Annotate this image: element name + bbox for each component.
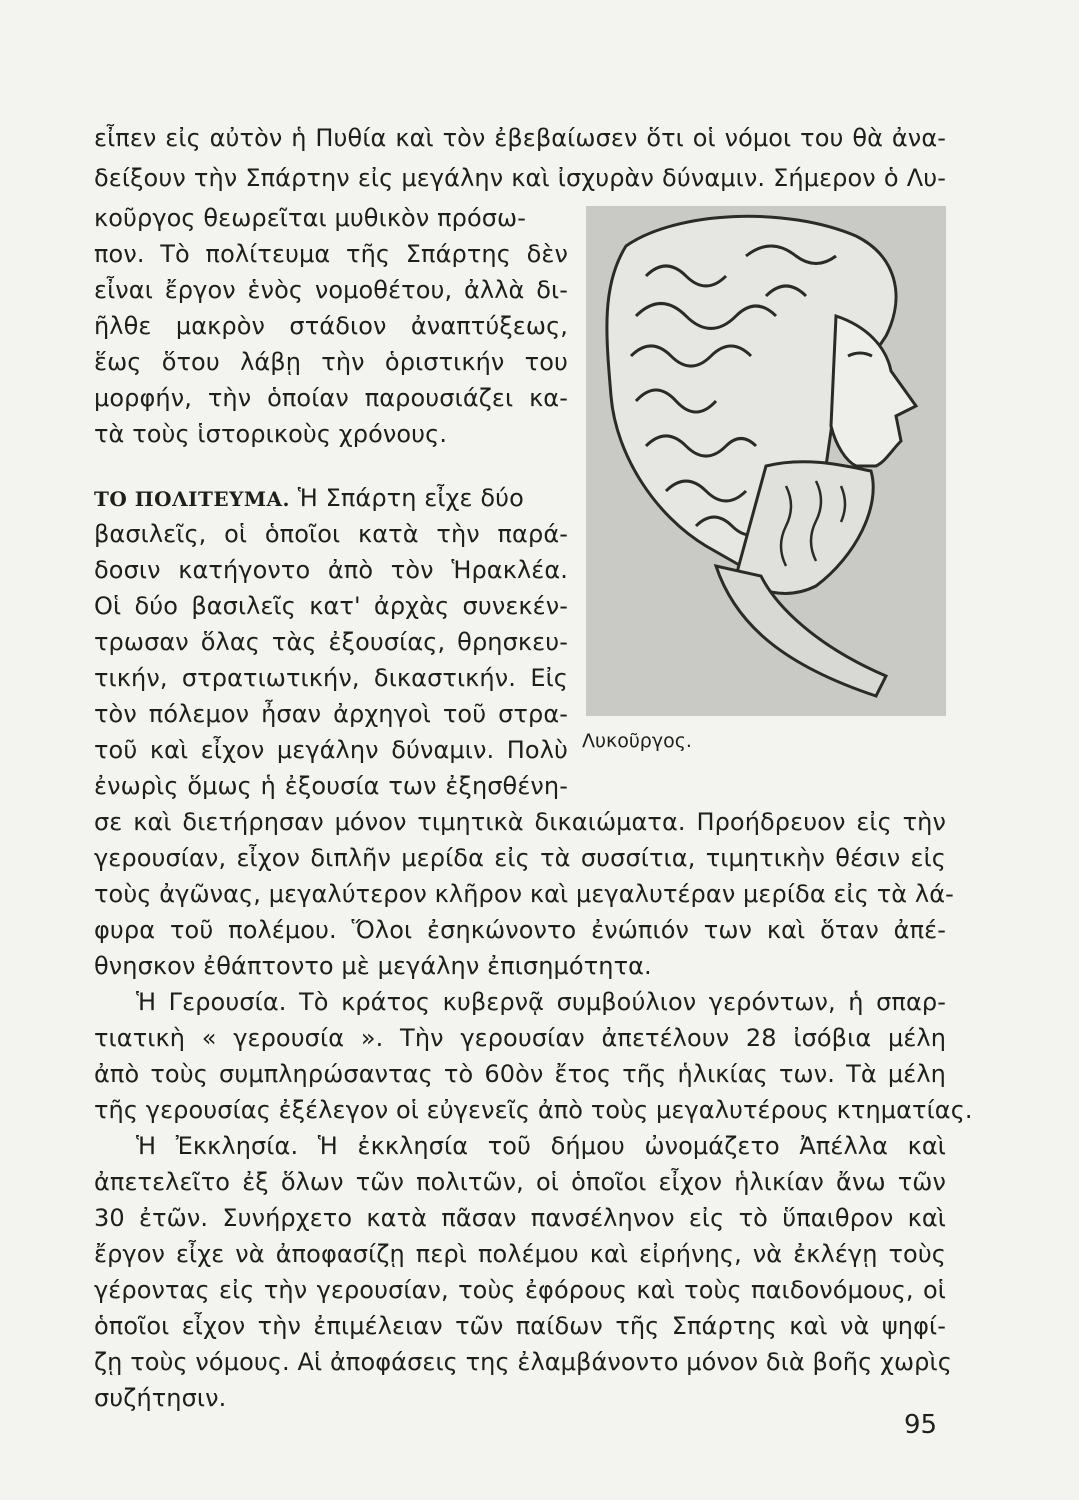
section-heading: ΤΟ ΠΟΛΙΤΕΥΜΑ. (94, 487, 290, 511)
text-line: δείξουν τὴν Σπάρτην εἰς μεγάλην καὶ ἰσχυρὰν δύναμιν. Σήμερον ὁ Λυ- (94, 164, 946, 192)
text-line: τοῦ καὶ εἶχον μεγάλην δύναμιν. Πολὺ (94, 736, 568, 764)
text-line: σε καὶ διετήρησαν μόνον τιμητικὰ δικαιώματα. Προήδρευον εἰς τὴν (94, 808, 946, 836)
text-line: ἔργον εἶχε νὰ ἀποφασίζῃ περὶ πολέμου καὶ εἰρήνης, νὰ ἐκλέγῃ τοὺς (94, 1240, 946, 1268)
text-line: μορφήν, τὴν ὁποίαν παρουσιάζει κα- (94, 384, 568, 412)
text-line: πον. Τὸ πολίτευμα τῆς Σπάρτης δὲν (94, 240, 568, 268)
text-line: 30 ἐτῶν. Συνήρχετο κατὰ πᾶσαν πανσέληνον εἰς τὸ ὕπαιθρον καὶ (94, 1204, 946, 1232)
text-line: ὁποῖοι εἶχον τὴν ἐπιμέλειαν τῶν παίδων τῆς Σπάρτης καὶ νὰ ψηφί- (94, 1312, 946, 1340)
portrait-drawing (586, 206, 946, 716)
text-line: Ἡ Σπάρτη εἶχε δύο (297, 484, 524, 512)
text-line: γερουσίαν, εἶχον διπλῆν μερίδα εἰς τὰ συσσίτια, τιμητικὴν θέσιν εἰς (94, 844, 946, 872)
text-line: ἐνωρὶς ὅμως ἡ ἐξουσία των ἐξησθένη- (94, 772, 568, 800)
text-line: θνησκον ἐθάπτοντο μὲ μεγάλην ἐπισημότητα. (94, 952, 652, 980)
text-line: εἶναι ἔργον ἑνὸς νομοθέτου, ἀλλὰ δι- (94, 276, 568, 304)
text-line: τιατικὴ « γερουσία ». Τὴν γερουσίαν ἀπετέλουν 28 ἰσόβια μέλη (94, 1024, 946, 1052)
text-line: κοῦργος θεωρεῖται μυθικὸν πρόσω- (94, 204, 527, 232)
text-line: Τὸ κράτος κυβερνᾷ συμβούλιον γερόντων, ἡ σπαρ- (299, 988, 946, 1016)
section-first-line (94, 478, 568, 518)
text-line: τοὺς ἀγῶνας, μεγαλύτερον κλῆρον καὶ μεγαλυτέραν μερίδα εἰς τὰ λά- (94, 880, 954, 908)
text-line: δοσιν κατήγοντο ἀπὸ τὸν Ἡρακλέα. (94, 556, 568, 584)
text-line: τὸν πόλεμον ἦσαν ἀρχηγοὶ τοῦ στρα- (94, 700, 568, 728)
text-line: Οἱ δύο βασιλεῖς κατ' ἀρχὰς συνεκέν- (94, 592, 568, 620)
text-line: τὰ τοὺς ἱστορικοὺς χρόνους. (94, 420, 448, 448)
page-number: 95 (904, 1410, 938, 1440)
text-line: γέροντας εἰς τὴν γερουσίαν, τοὺς ἐφόρους καὶ τοὺς παιδονόμους, οἱ (94, 1276, 946, 1304)
text-line: ἀπὸ τοὺς συμπληρώσαντας τὸ 60ὸν ἔτος τῆς ἡλικίας των. Τὰ μέλη (94, 1060, 946, 1088)
text-line: συζήτησιν. (94, 1384, 227, 1412)
text-line: εἶπεν εἰς αὐτὸν ἡ Πυθία καὶ τὸν ἐβεβαίωσεν ὅτι οἱ νόμοι του θὰ ἀνα- (94, 124, 946, 152)
text-line: τῆς γερουσίας ἐξέλεγον οἱ εὐγενεῖς ἀπὸ τοὺς μεγαλυτέρους κτηματίας. (94, 1096, 973, 1124)
gerousia-title: Ἡ Γερουσία. (136, 988, 287, 1016)
ekklisia-title: Ἡ Ἐκκλησία. (136, 1132, 299, 1160)
gerousia-first-line (136, 982, 946, 1022)
text-line: τρωσαν ὅλας τὰς ἐξουσίας, θρησκευ- (94, 628, 568, 656)
text-line: ζῃ τοὺς νόμους. Αἱ ἀποφάσεις της ἐλαμβάνοντο μόνον διὰ βοῆς χωρὶς (94, 1348, 952, 1376)
figure-caption: Λυκοῦργος. (582, 730, 692, 752)
text-line: βασιλεῖς, οἱ ὁποῖοι κατὰ τὴν παρά- (94, 520, 568, 548)
text-line: ἕως ὅτου λάβῃ τὴν ὁριστικήν του (94, 348, 568, 376)
text-line: φυρα τοῦ πολέμου. Ὅλοι ἐσηκώνοντο ἐνώπιόν των καὶ ὅταν ἀπέ- (94, 916, 946, 944)
text-line: Ἡ ἐκκλησία τοῦ δήμου ὠνομάζετο Ἀπέλλα καὶ (317, 1132, 946, 1160)
lycurgus-portrait (586, 206, 946, 716)
ekklisia-first-line (136, 1126, 946, 1166)
text-line: ῆλθε μακρὸν στάδιον ἀναπτύξεως, (94, 312, 568, 340)
text-line: ἀπετελεῖτο ἐξ ὅλων τῶν πολιτῶν, οἱ ὁποῖοι εἶχον ἡλικίαν ἄνω τῶν (94, 1168, 946, 1196)
text-line: τικήν, στρατιωτικήν, δικαστικήν. Εἰς (94, 664, 568, 692)
